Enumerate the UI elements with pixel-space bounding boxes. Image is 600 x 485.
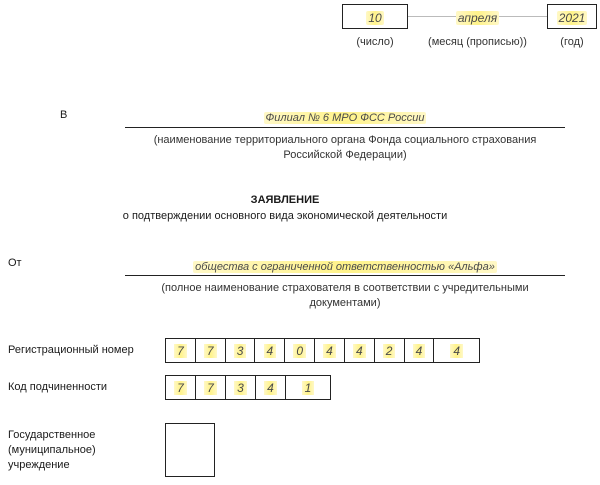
institution-label-2: (муниципальное) (8, 444, 96, 456)
subordination-digit[interactable] (196, 376, 226, 399)
sender-caption-1: (полное наименование страхователя в соответствии с учредительными (161, 282, 529, 294)
date-month-value (408, 9, 547, 27)
subordination-digit-text: 1 (302, 381, 315, 395)
registration-digit[interactable] (166, 339, 196, 362)
date-month-text: апреля (457, 11, 498, 25)
registration-digit[interactable] (345, 339, 375, 362)
date-day-text: 10 (368, 11, 382, 25)
recipient-underline (125, 127, 565, 128)
registration-digit[interactable] (285, 339, 315, 362)
recipient-value[interactable] (125, 108, 565, 126)
registration-label: Регистрационный номер (8, 344, 134, 356)
registration-digit[interactable] (255, 339, 285, 362)
registration-digit[interactable] (405, 339, 435, 362)
subordination-cells[interactable] (165, 375, 331, 400)
registration-digit-text: 2 (383, 344, 396, 358)
sender-value[interactable] (125, 257, 565, 275)
date-year-caption: (год) (560, 36, 584, 48)
date-year-text: 2021 (558, 11, 586, 25)
registration-digit[interactable] (434, 339, 479, 362)
date-day-caption: (число) (356, 36, 394, 48)
registration-digit-text: 7 (204, 344, 217, 358)
registration-digit-text: 4 (353, 344, 366, 358)
registration-digit-text: 4 (413, 344, 426, 358)
recipient-value-text: Филиал № 6 МРО ФСС России (265, 112, 425, 124)
subordination-digit-text: 3 (234, 381, 247, 395)
subordination-digit[interactable] (166, 376, 196, 399)
registration-digit-text: 3 (234, 344, 247, 358)
subordination-digit-text: 7 (174, 381, 187, 395)
date-year-value (547, 9, 597, 27)
registration-digit-text: 7 (174, 344, 187, 358)
registration-digit[interactable] (226, 339, 256, 362)
subordination-label: Код подчиненности (8, 381, 108, 393)
subordination-digit[interactable] (286, 376, 330, 399)
sender-underline (125, 275, 565, 276)
document-title: ЗАЯВЛЕНИЕ (250, 194, 320, 206)
subordination-digit[interactable] (226, 376, 256, 399)
document-subtitle: о подтверждении основного вида экономической деятельности (122, 210, 448, 222)
recipient-caption-2: Российской Федерации) (283, 149, 407, 161)
registration-digit-text: 4 (323, 344, 336, 358)
sender-caption-2: документами) (309, 297, 381, 309)
institution-checkbox[interactable] (165, 423, 215, 477)
registration-digit[interactable] (196, 339, 226, 362)
subordination-digit-text: 7 (204, 381, 217, 395)
date-day-value (342, 9, 408, 27)
registration-cells[interactable] (165, 338, 480, 363)
institution-label-3: учреждение (8, 459, 70, 471)
institution-label-1: Государственное (8, 429, 96, 441)
recipient-label: В (60, 109, 68, 121)
registration-digit[interactable] (315, 339, 345, 362)
sender-label: От (8, 257, 22, 269)
subordination-digit[interactable] (256, 376, 286, 399)
sender-value-text: общества с ограниченной ответственностью «Альфа» (195, 261, 495, 273)
registration-digit-text: 4 (264, 344, 277, 358)
registration-digit-text: 4 (450, 344, 463, 358)
registration-digit-text: 0 (293, 344, 306, 358)
registration-digit[interactable] (375, 339, 405, 362)
subordination-digit-text: 4 (264, 381, 277, 395)
date-month-caption: (месяц (прописью)) (428, 36, 527, 48)
recipient-caption-1: (наименование территориального органа Фонда социального страхования (153, 134, 537, 146)
